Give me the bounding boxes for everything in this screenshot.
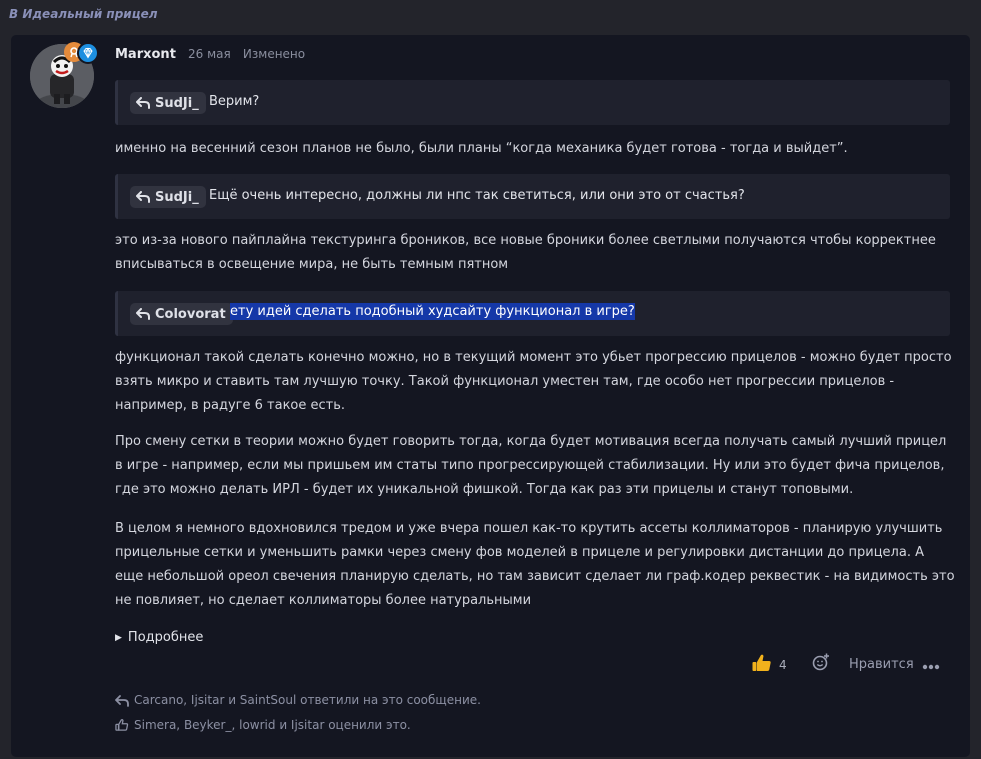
quote-block (115, 80, 950, 125)
quote-author: Colovorat (155, 306, 226, 322)
expand-details-toggle[interactable] (115, 630, 203, 645)
thumbs-up-icon[interactable] (751, 653, 773, 677)
caret-right-icon: ▶ (115, 633, 122, 643)
post-card (11, 35, 970, 757)
thumbs-up-outline-icon (115, 718, 129, 732)
ellipsis-icon[interactable] (922, 656, 940, 675)
post-author[interactable]: Marxont (115, 47, 176, 62)
reaction-count[interactable]: 4 (779, 658, 787, 672)
replies-summary[interactable] (115, 693, 481, 707)
edited-label: Изменено (242, 47, 306, 61)
paragraph: Про смену сетки в теории можно будет говорить тогда, когда будет мотивация всегда получать самый лучший прицел в игре - например, если мы пришьем им статы типо прогрессирующей стабилизации. Ну или это будет фича прицелов, где это можно делать ИРЛ - будет их уникальной фишкой. Тогда как раз эти прицелы и станут топовыми. (115, 434, 947, 497)
breadcrumb[interactable]: В Идеальный прицел (9, 7, 158, 21)
expand-label: Подробнее (127, 630, 204, 645)
add-reaction-icon[interactable] (812, 653, 830, 675)
reply-arrow-icon (136, 97, 150, 109)
reply-arrow-icon (136, 191, 150, 203)
post-actions (115, 653, 951, 677)
paragraph: это из-за нового пайплайна текстуринга броников, все новые броники более светлыми получаются чтобы корректнее вписываться в освещение мира, не быть темным пятном (115, 233, 936, 272)
likes-summary[interactable] (115, 718, 411, 732)
quote-block (115, 291, 950, 336)
replies-text: Carcano, Ijsitar и SaintSoul ответили на это сообщение. (134, 693, 481, 707)
quote-author-button[interactable] (130, 303, 233, 325)
quote-text (230, 304, 635, 319)
reply-arrow-icon (136, 308, 150, 320)
post-date[interactable]: 26 мая (188, 47, 231, 61)
quote-author-button[interactable] (130, 92, 206, 114)
quote-block (115, 174, 950, 219)
like-button[interactable]: Нравится (849, 657, 914, 672)
quote-author-button[interactable] (130, 186, 206, 208)
post-meta (115, 47, 305, 62)
reply-arrow-icon (115, 695, 129, 707)
paragraph: именно на весенний сезон планов не было, были планы “когда механика будет готова - тогда и выйдет”. (115, 141, 848, 156)
quote-author: SudJi_ (155, 95, 199, 111)
likes-text: Simera, Beyker_, lowrid и Ijsitar оценили это. (134, 718, 411, 732)
quote-author: SudJi_ (155, 189, 199, 205)
quote-text: Верим? (209, 94, 260, 109)
quote-text: Ещё очень интересно, должны ли нпс так светиться, или они это от счастья? (209, 188, 745, 203)
paragraph: функционал такой сделать конечно можно, но в текущий момент это убьет прогрессию прицелов - можно будет просто взять микро и ставить там лучшую точку. Такой функционал уместен там, где особо нет прогрессии прицелов - например, в радуге 6 такое есть. (115, 350, 952, 413)
diamond-badge-icon (77, 42, 99, 64)
selected-text: ету идей сделать подобный худсайту функционал в игре? (230, 304, 635, 319)
paragraph: В целом я немного вдохновился тредом и уже вчера пошел как-то крутить ассеты коллиматоров - планирую улучшить прицельные сетки и уменьшить рамки через смену фов моделей в прицеле и регулировки дистанции до прицела. А еще небольшой ореол свечения планирую сделать, но там зависит сделает ли граф.кодер реквестик - на видимость это не повлияет, но сделает коллиматоры более натуральными (115, 521, 955, 608)
